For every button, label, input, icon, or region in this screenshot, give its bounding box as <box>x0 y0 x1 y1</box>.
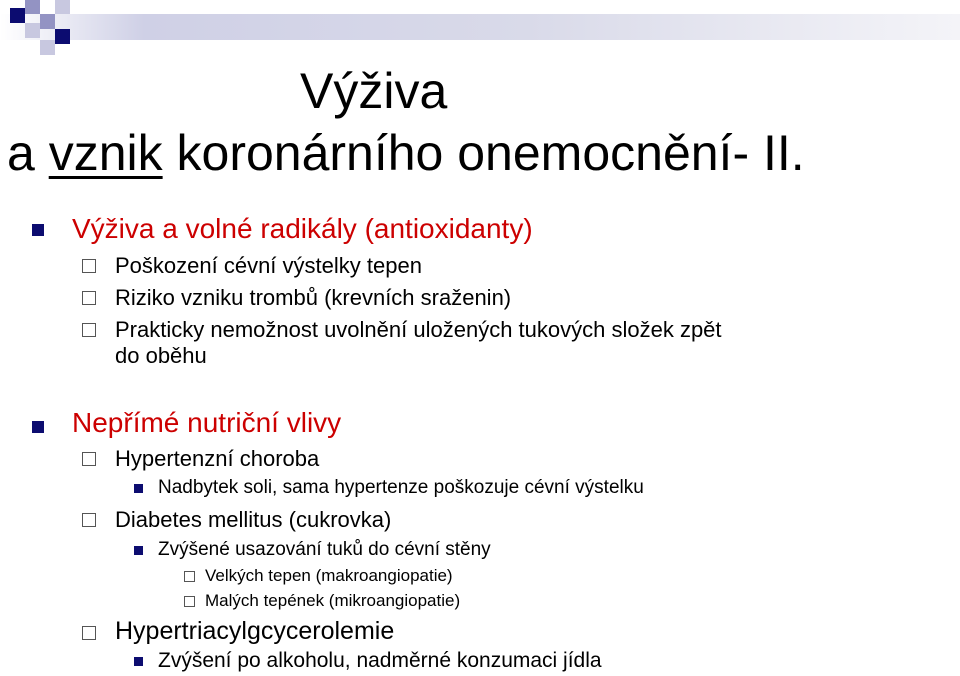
hollow-box-bullet-icon <box>184 571 195 582</box>
hollow-box-bullet-icon <box>184 596 195 607</box>
hollow-box-bullet-icon <box>82 291 96 305</box>
decor-square <box>55 0 70 14</box>
hollow-box-bullet-icon <box>82 323 96 337</box>
list-item: Riziko vzniku trombů (krevních sraženin) <box>115 285 512 310</box>
square-bullet-icon <box>32 224 44 236</box>
slide-title-line1: Výživa <box>300 63 448 119</box>
square-bullet-icon <box>134 657 143 666</box>
square-bullet-icon <box>134 484 143 493</box>
header-gradient-band <box>0 14 960 40</box>
slide-title-line2 <box>7 124 805 182</box>
list-item: Hypertriacylgcycerolemie <box>115 617 395 645</box>
list-subitem: Nadbytek soli, sama hypertenze poškozuje cévní výstelku <box>158 477 644 498</box>
hollow-box-bullet-icon <box>82 259 96 273</box>
title-suffix: koronárního onemocnění- II. <box>162 125 805 181</box>
square-bullet-icon <box>32 421 44 433</box>
title-prefix: a <box>7 125 49 181</box>
hollow-box-bullet-icon <box>82 513 96 527</box>
list-item-continuation: do oběhu <box>115 343 207 368</box>
list-subsubitem: Velkých tepen (makroangiopatie) <box>205 566 453 585</box>
list-item: Prakticky nemožnost uvolnění uložených tukových složek zpět <box>115 317 722 342</box>
decor-square <box>40 14 55 29</box>
list-item: Diabetes mellitus (cukrovka) <box>115 507 392 532</box>
list-item: Hypertenzní choroba <box>115 446 320 471</box>
decor-square <box>25 0 40 14</box>
hollow-box-bullet-icon <box>82 452 96 466</box>
list-subitem: Zvýšení po alkoholu, nadměrné konzumaci jídla <box>158 649 602 672</box>
decor-square <box>55 29 70 44</box>
list-item: Poškození cévní výstelky tepen <box>115 253 422 278</box>
section-heading-antioxidants: Výživa a volné radikály (antioxidanty) <box>72 213 533 244</box>
decor-square <box>10 8 25 23</box>
decor-square <box>40 40 55 55</box>
square-bullet-icon <box>134 546 143 555</box>
list-subitem: Zvýšené usazování tuků do cévní stěny <box>158 539 491 560</box>
title-underlined-word: vznik <box>48 125 163 181</box>
list-subsubitem: Malých tepének (mikroangiopatie) <box>205 591 461 610</box>
hollow-box-bullet-icon <box>82 626 96 640</box>
section-heading-indirect-effects: Nepřímé nutriční vlivy <box>72 407 342 438</box>
decor-square <box>25 23 40 38</box>
